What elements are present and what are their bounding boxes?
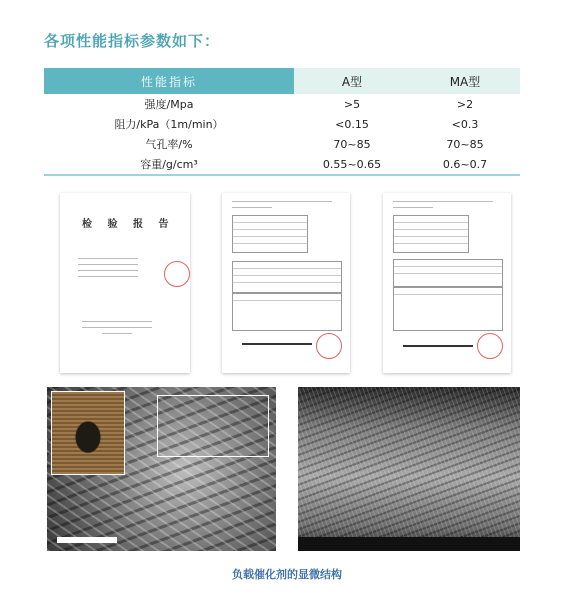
seal-stamp — [316, 333, 342, 359]
scale-bar — [57, 537, 117, 543]
report-header-lines — [393, 201, 493, 213]
cell-a: <0.15 — [335, 117, 369, 131]
cell-ma: 0.6~0.7 — [410, 154, 520, 175]
product-photo-inset — [51, 391, 125, 475]
cell-ma: 70~85 — [446, 137, 484, 151]
figure-caption: 负载催化剂的显微结构 — [232, 568, 342, 581]
table-row — [44, 114, 520, 134]
report-table-lower — [393, 259, 503, 287]
row-label: 气孔率/% — [145, 138, 193, 151]
cell-a: 70~85 — [333, 137, 371, 151]
report-table-notes — [393, 287, 503, 331]
table-row — [44, 94, 520, 114]
cell-a: 0.55~0.65 — [294, 154, 410, 175]
table-row — [44, 134, 520, 154]
report-title: 检 验 报 告 — [82, 219, 175, 230]
report-text-lines — [78, 258, 138, 282]
report-table-upper — [393, 215, 469, 253]
cell-ma: >2 — [456, 97, 474, 111]
header-type-a: A型 — [294, 68, 410, 94]
test-report-page-3 — [383, 193, 511, 373]
header-property: 性能指标 — [44, 68, 294, 94]
test-report-page-2 — [222, 193, 350, 373]
table-row — [44, 154, 520, 175]
spec-table — [44, 68, 520, 176]
report-footer-lines — [82, 321, 152, 339]
seal-stamp — [477, 333, 503, 359]
row-label: 强度/Mpa — [144, 98, 194, 111]
cell-a: >5 — [343, 97, 361, 111]
report-table-lower — [232, 261, 342, 293]
report-table-notes — [232, 293, 342, 331]
micrograph-with-product-inset — [47, 387, 276, 551]
signature-lines — [242, 343, 312, 350]
sem-info-bar — [298, 537, 520, 551]
test-report-cover — [60, 193, 190, 373]
row-label: 容重/g/cm³ — [44, 154, 294, 175]
table-header-row — [44, 68, 520, 94]
section-heading: 各项性能指标参数如下： — [44, 32, 221, 50]
header-type-ma: MA型 — [410, 68, 520, 94]
signature-lines — [403, 345, 473, 352]
zoom-region-box — [157, 395, 269, 457]
sem-micrograph — [298, 387, 520, 551]
row-label: 阻力/kPa（1m/min） — [114, 118, 224, 131]
seal-stamp — [164, 261, 190, 287]
report-table-upper — [232, 215, 308, 253]
cell-ma: <0.3 — [451, 117, 479, 131]
report-header-lines — [232, 201, 332, 213]
